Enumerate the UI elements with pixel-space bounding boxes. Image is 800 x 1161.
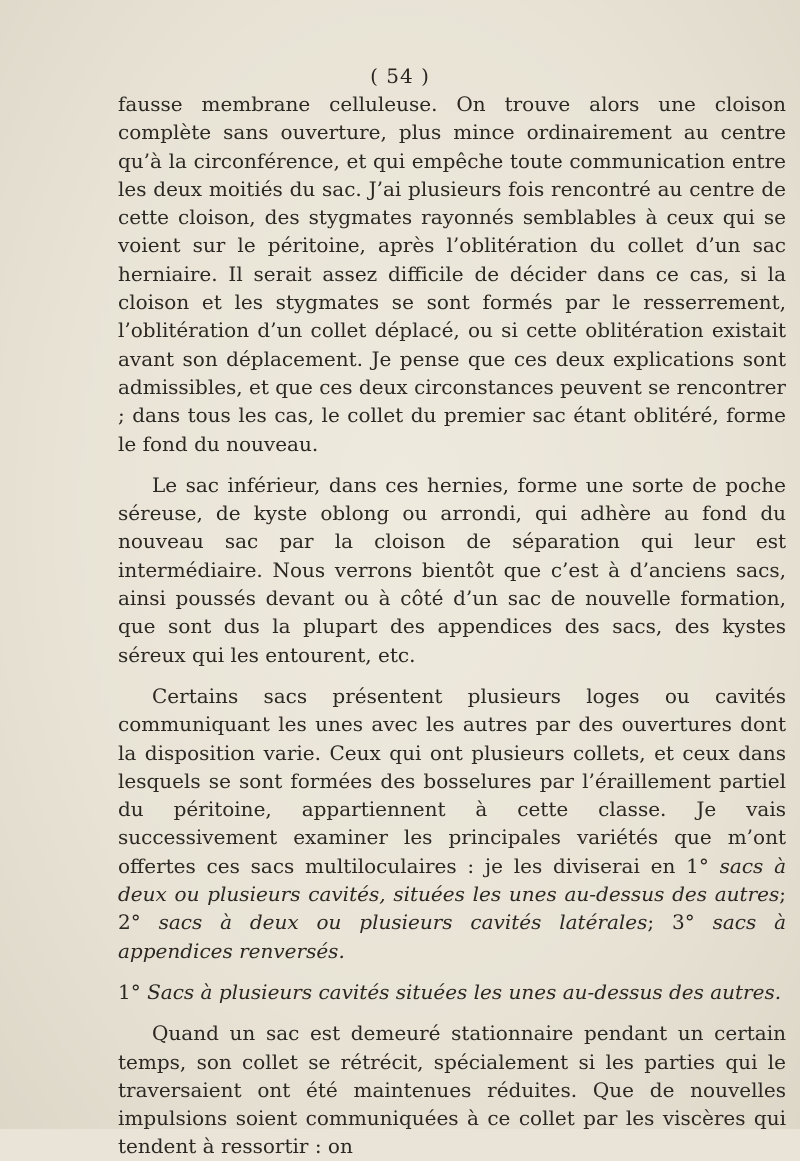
page-number: ( 54 ) [370,64,430,88]
variety-2: sacs à deux ou plusieurs cavités latérales [158,910,648,935]
paragraph-2: Le sac inférieur, dans ces hernies, forme une sorte de poche séreuse, de kyste oblong ou arrondi, qui adhère au fond du nouveau sac par la cloison de séparation qui leur est intermédiaire. Nous verrons bientôt que c’est à d’anciens sacs, ainsi poussés devant ou à côté d’un sac de nouvelle formation, que sont dus la plupart des appendices des sacs, des kystes séreux qui les entourent, etc. [118,472,786,667]
paragraph-3 [118,682,786,965]
paragraph-1: fausse membrane celluleuse. On trouve alors une cloison complète sans ouverture, plus mince ordinairement au centre qu’à la circonférence, et qui empêche toute communication entre les deux moitiés du sac. J’ai plusieurs fois rencontré au centre de cette cloison, des stygmates rayonnés semblables à ceux qui se voient sur le péritoine, après l’oblitération du collet d’un sac herniaire. Il serait assez difficile de décider dans ce cas, si la cloison et les stygmates se sont formés par le resserrement, l’oblitération d’un collet déplacé, ou si cette oblitération existait avant son déplacement. Je pense que ces deux explications sont admissibles, et que ces deux circonstances peuvent se rencontrer ; dans tous les cas, le collet du premier sac étant oblitéré, forme le fond du nouveau. [118,92,786,456]
separator-1: ; 2° [118,882,786,935]
body-text [118,90,786,1161]
variety-1: sacs à deux ou plusieurs cavités, situées les unes au-dessus des autres [118,853,786,907]
heading-text: Sacs à plusieurs cavités situées les unes au-dessus des autres. [147,979,782,1004]
heading-number: 1° [118,979,141,1004]
section-heading [118,978,786,1006]
variety-3: sacs à appendices renversés. [118,910,787,963]
paragraph-3-text: Certains sacs présentent plusieurs loges ou cavités communiquant les unes avec les autres par des ouvertures dont la disposition varie. Ceux qui ont plusieurs collets, et ceux dans lesquels se sont formées des bosselures par l’éraillement partiel du péritoine, appartiennent à cette classe. Je vais successivement examiner les principales variétés que m’ont offertes ces sacs multiloculaires : je les diviserai en 1° [118,683,786,878]
separator-2: ; 3° [647,910,695,935]
paragraph-4: Quand un sac est demeuré stationnaire pendant un certain temps, son collet se rétrécit, spécialement si les parties qui le traversaient ont été maintenues réduites. Que de nouvelles impulsions soient communiquées à ce collet par les viscères qui tendent à ressortir : on [118,1021,786,1159]
